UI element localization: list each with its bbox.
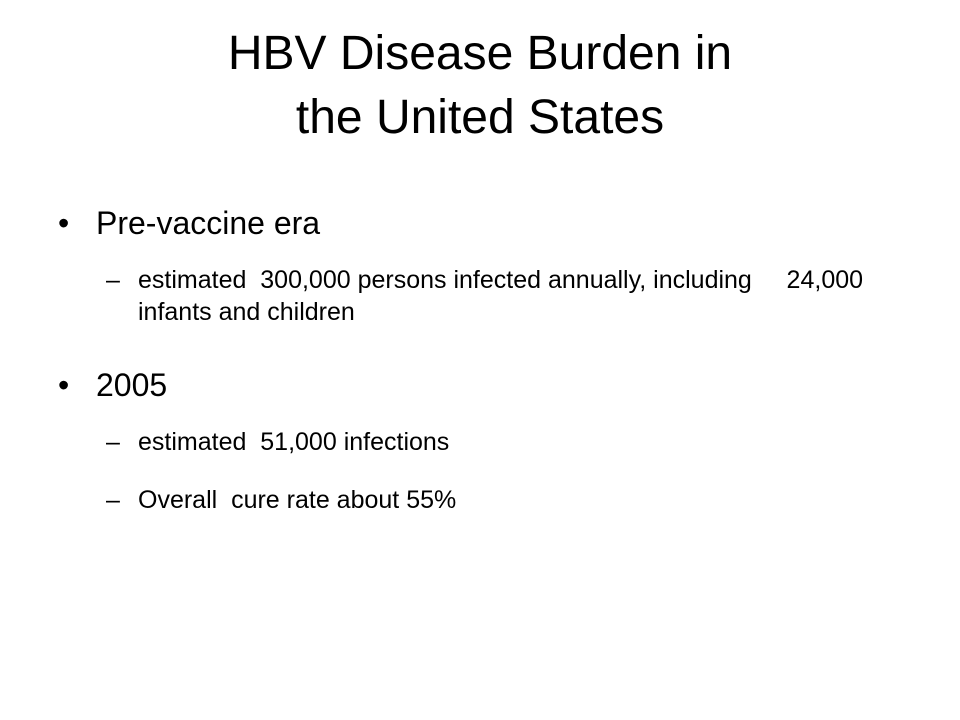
- bullet-text: Pre-vaccine era: [96, 205, 321, 241]
- sub-bullet-text: Overall cure rate about 55%: [138, 486, 457, 514]
- sub-bullet-text: estimated 300,000 persons infected annually, including 24,000 infants and children: [138, 266, 870, 326]
- sub-dash: –: [106, 266, 120, 294]
- title-line-2: the United States: [295, 91, 665, 144]
- bullet-2005: [58, 366, 167, 404]
- bullet-dot: •: [58, 367, 70, 403]
- bullet-pre-vaccine: [58, 204, 320, 242]
- title-line-1: HBV Disease Burden in: [227, 27, 733, 80]
- slide-title: [0, 22, 960, 150]
- sub-dash: –: [106, 486, 120, 514]
- bullet-text: 2005: [96, 367, 168, 403]
- sub-dash: –: [106, 428, 120, 456]
- sub-bullet-2005-1: [106, 426, 908, 458]
- sub-bullet-pre-vaccine-1: [106, 264, 908, 328]
- sub-bullet-text: estimated 51,000 infections: [138, 428, 450, 456]
- sub-bullet-2005-2: [106, 484, 908, 516]
- bullet-dot: •: [58, 205, 70, 241]
